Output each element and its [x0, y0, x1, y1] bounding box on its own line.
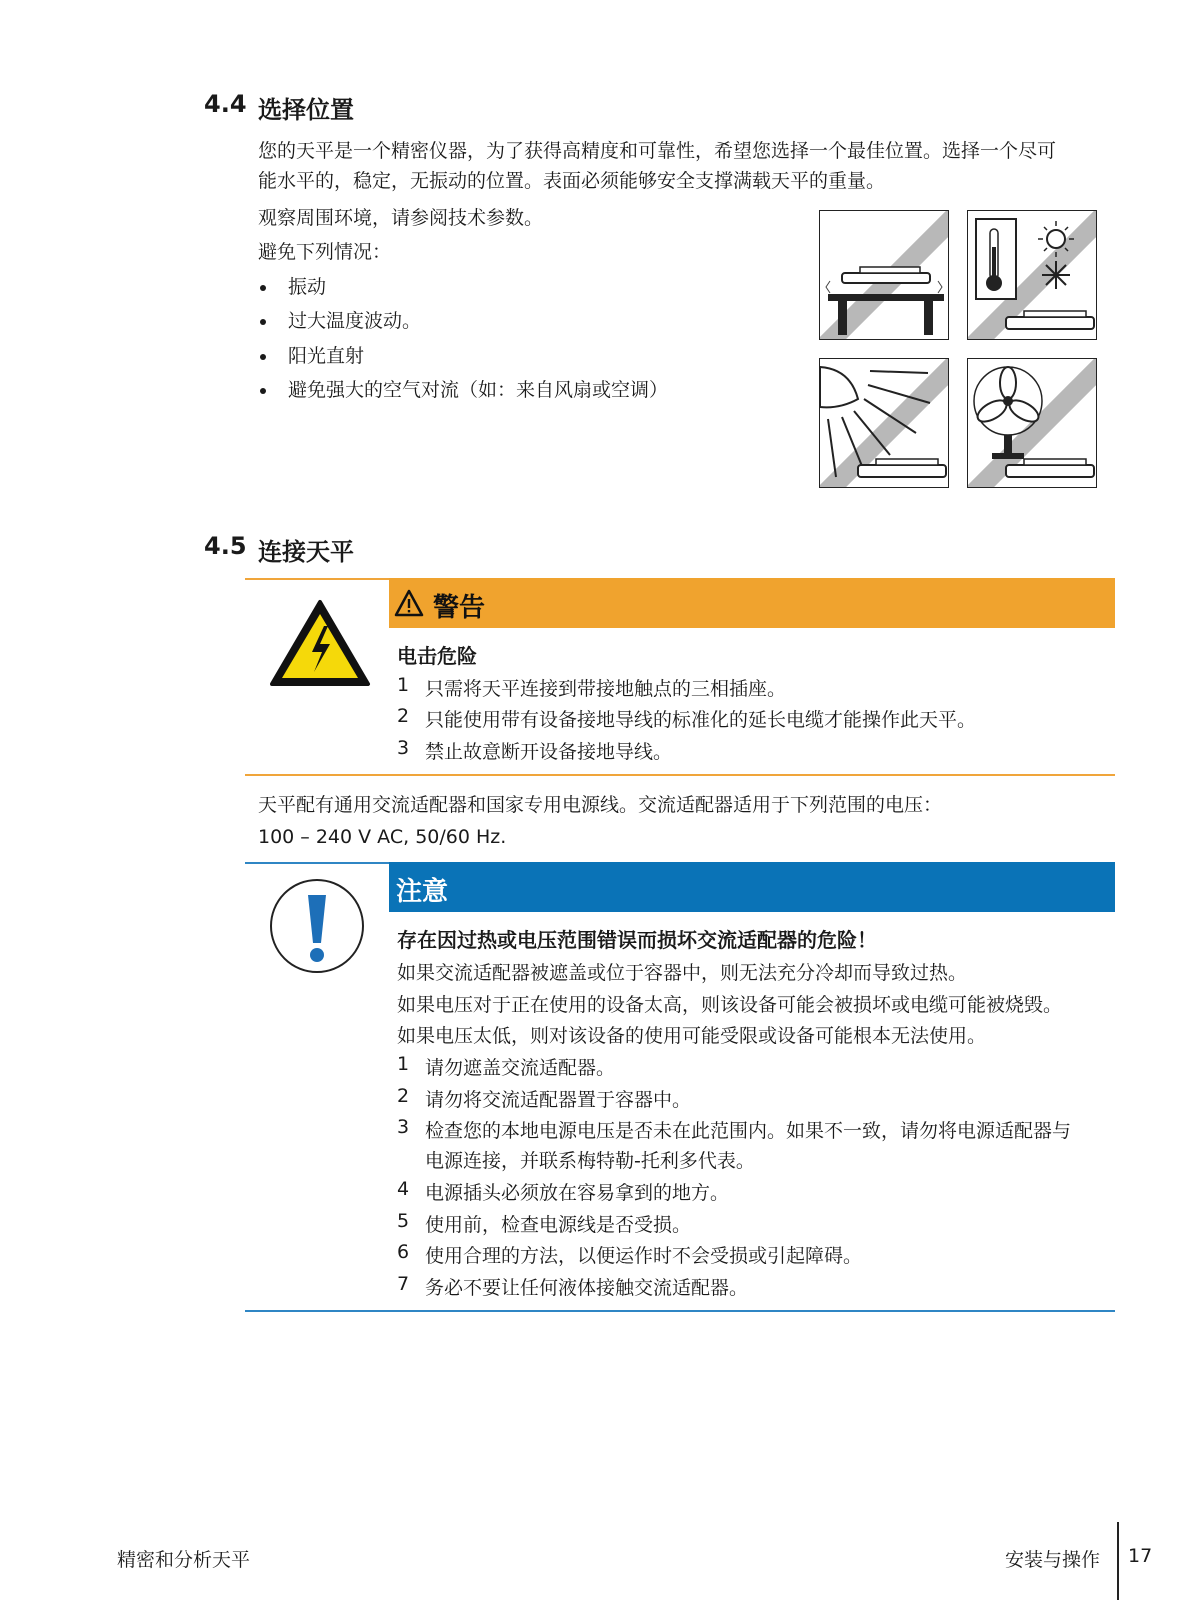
- section-number: 4.4: [204, 90, 247, 118]
- voltage-spec: 100 – 240 V AC, 50/60 Hz.: [258, 826, 507, 848]
- warning-heading: 电击危险: [397, 644, 477, 668]
- fan-draft-icon: [967, 358, 1097, 488]
- divider: [245, 1310, 1115, 1312]
- notice-text: 如果交流适配器被遮盖或位于容器中，则无法充分冷却而导致过热。: [397, 962, 968, 984]
- footer-divider: [1117, 1522, 1119, 1600]
- paragraph: 避免下列情况：: [258, 241, 392, 263]
- vibration-icon: [819, 210, 949, 340]
- notice-label: 注意: [396, 877, 449, 907]
- paragraph: 观察周围环境，请参阅技术参数。: [258, 207, 544, 229]
- warning-label: 警告: [433, 593, 486, 623]
- notice-heading: 存在因过热或电压范围错误而损坏交流适配器的危险！: [397, 928, 877, 952]
- sunlight-icon: [819, 358, 949, 488]
- section-title: 连接天平: [258, 538, 354, 566]
- section-title: 选择位置: [258, 96, 354, 124]
- notice-banner: [389, 862, 1115, 912]
- divider: [245, 774, 1115, 776]
- footer-title: 精密和分析天平: [117, 1549, 251, 1571]
- electric-hazard-icon: [268, 598, 372, 692]
- warning-triangle-icon: [394, 589, 424, 621]
- notice-text: 如果电压对于正在使用的设备太高，则该设备可能会被损坏或电缆可能被烧毁。: [397, 994, 1063, 1016]
- paragraph: 天平配有通用交流适配器和国家专用电源线。交流适配器适用于下列范围的电压：: [258, 794, 943, 816]
- temperature-icon: [967, 210, 1097, 340]
- footer-section: 安装与操作: [1005, 1549, 1101, 1571]
- section-number: 4.5: [204, 532, 247, 560]
- exclamation-icon: [268, 877, 366, 979]
- warning-banner: [389, 578, 1115, 628]
- page-number: 17: [1128, 1545, 1153, 1567]
- paragraph: 您的天平是一个精密仪器，为了获得高精度和可靠性，希望您选择一个最佳位置。选择一个尽可 能水平的，稳定，无振动的位置。表面必须能够安全支撑满载天平的重量。: [258, 140, 1057, 192]
- notice-text: 如果电压太低，则对该设备的使用可能受限或设备可能根本无法使用。: [397, 1025, 987, 1047]
